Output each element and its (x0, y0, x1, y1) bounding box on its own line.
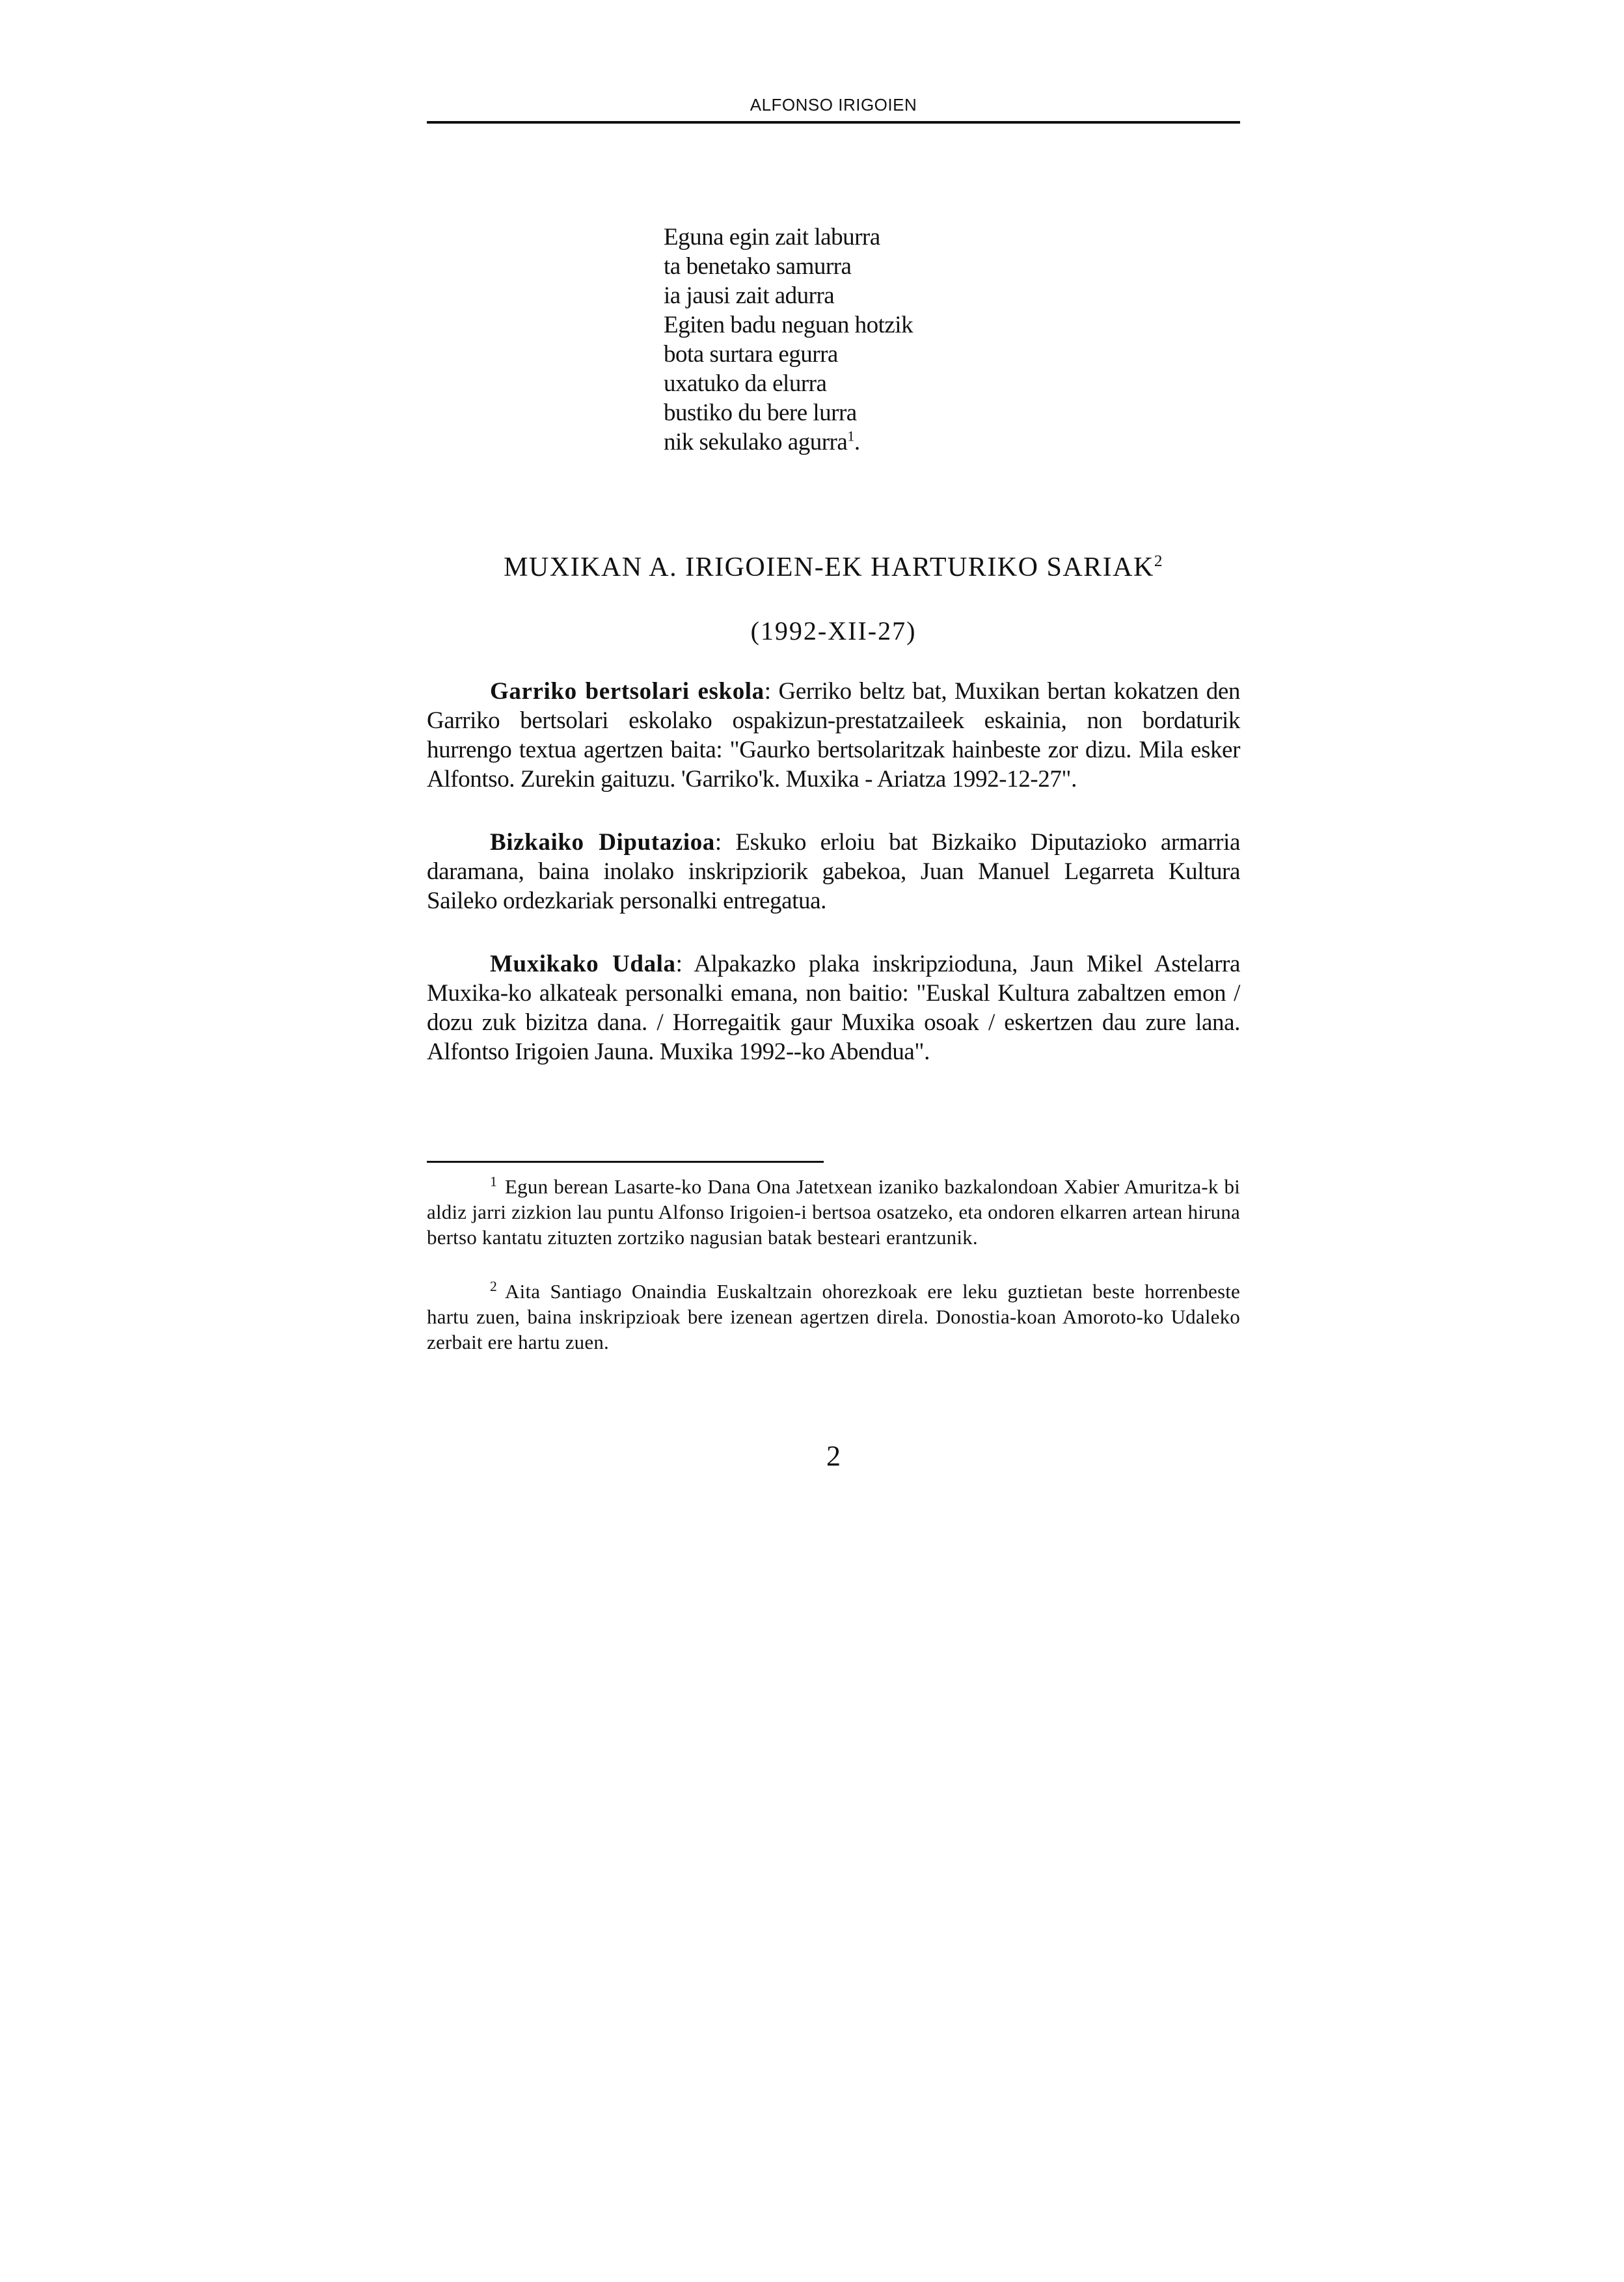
footnote-text: Egun berean Lasarte-ko Dana Ona Jatetxean izaniko bazkalondoan Xabier Amuritza-k bi aldiz jarri zizkion lau puntu Alfonso Irigoien-i bertsoa osatzeko, eta ondoren elkarren artean hiruna bertso kantatu zituzten zortziko nagusian batak besteari erantzunik. (427, 1175, 1240, 1249)
footnote-text: Aita Santiago Onaindia Euskaltzain ohorezkoak ere leku guztietan beste horrenbeste hartu zuen, baina inskripzioak bere izenean agertzen direla. Donostia-koan Amoroto-ko Udaleko zerbait ere hartu zuen. (427, 1280, 1240, 1353)
footnote-ref-2[interactable]: 2 (1154, 552, 1163, 570)
footnote-1 (427, 1174, 1240, 1250)
poem-line-text: nik sekulako agurra (664, 429, 848, 455)
footnote-rule (427, 1161, 824, 1163)
body-text (427, 677, 1240, 1100)
paragraph-lead: Bizkaiko Diputazioa (490, 829, 715, 856)
poem-line: Egiten badu neguan hotzik (664, 312, 914, 338)
poem-line: bustiko du bere lurra (664, 400, 857, 426)
running-head: ALFONSO IRIGOIEN (750, 95, 917, 115)
poem-end-punct: . (854, 429, 860, 455)
footnote-2 (427, 1279, 1240, 1355)
header-rule (427, 121, 1240, 124)
paragraph-lead: Garriko bertsolari eskola (490, 678, 765, 705)
paragraph-bizkaiko (427, 828, 1240, 916)
poem-line: ta benetako samurra (664, 253, 852, 280)
poem (664, 223, 913, 457)
poem-line: uxatuko da elurra (664, 370, 827, 397)
paragraph-body: : Alpakazko plaka inskripzioduna, Jaun Mikel Astelarra Muxika-ko alkateak personalki emana, non baitio: "Euskal Kultura zabaltzen emon / dozu zuk bizitza dana. / Horregaitik gaur Muxika osoak / eskertzen dau zure lana. Alfontso Irigoien Jauna. Muxika 1992--ko Abendua". (427, 951, 1240, 1065)
poem-line-last (664, 428, 913, 457)
paragraph-body: : Eskuko erloiu bat Bizkaiko Diputazioko armarria daramana, baina inolako inskripziorik gabekoa, Juan Manuel Legarreta Kultura Saileko ordezkariak personalki entregatua. (427, 829, 1240, 914)
footnote-ref-1[interactable]: 1 (847, 428, 854, 444)
footnote-number: 1 (490, 1173, 498, 1189)
paragraph-muxikako (427, 949, 1240, 1066)
section-date: (1992-XII-27) (750, 616, 917, 645)
page-number: 2 (826, 1440, 841, 1472)
poem-line: ia jausi zait adurra (664, 282, 835, 309)
paragraph-lead: Muxikako Udala (490, 951, 676, 977)
paragraph-garriko (427, 677, 1240, 794)
footnote-number: 2 (490, 1278, 498, 1294)
paragraph-body: : Gerriko beltz bat, Muxikan bertan kokatzen den Garriko bertsolari eskolako ospakizun-prestatzaileek eskainia, non bordaturik hurrengo textua agertzen baita: "Gaurko bertsolaritzak hainbeste zor dizu. Mila esker Alfontso. Zurekin gaituzu. 'Garriko'k. Muxika - Ariatza 1992-12-27". (427, 678, 1240, 793)
footnotes (427, 1174, 1240, 1383)
poem-line: bota surtara egurra (664, 341, 838, 368)
section-title-text: MUXIKAN A. IRIGOIEN-EK HARTURIKO SARIAK (504, 552, 1154, 582)
section-title (427, 552, 1240, 583)
poem-line: Eguna egin zait laburra (664, 224, 880, 251)
